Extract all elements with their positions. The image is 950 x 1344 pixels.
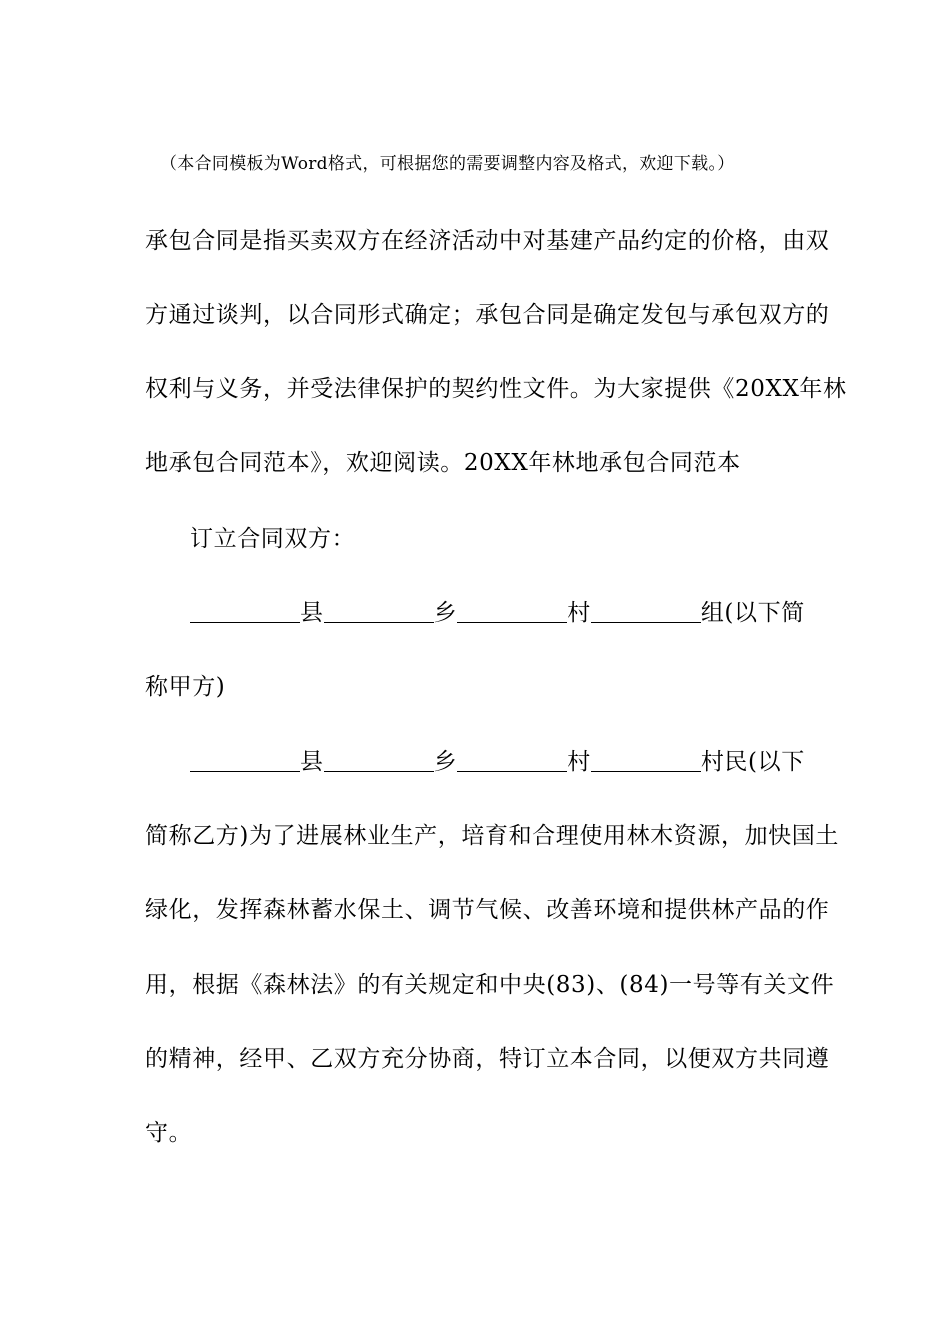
party-a-group-blank (591, 600, 701, 623)
party-b-county-blank (190, 749, 300, 772)
party-b-villager-blank (591, 749, 701, 772)
party-a-line (190, 598, 805, 628)
party-a-continuation: 称甲方) (145, 674, 226, 700)
party-b-villager-label: 村民(以下 (700, 749, 805, 775)
party-b-township-blank (324, 749, 434, 772)
intro-line-1: 承包合同是指买卖双方在经济活动中对基建产品约定的价格，由双 (145, 228, 830, 254)
template-note: （本合同模板为Word格式，可根据您的需要调整内容及格式，欢迎下载。） (160, 154, 735, 174)
body-line-2: 绿化，发挥森林蓄水保土、调节气候、改善环境和提供林产品的作 (145, 897, 830, 923)
party-a-village-blank (457, 600, 567, 623)
intro-line-2: 方通过谈判，以合同形式确定；承包合同是确定发包与承包双方的 (145, 302, 830, 328)
party-a-township-label: 乡 (433, 600, 458, 626)
party-a-village-label: 村 (567, 600, 591, 626)
intro-line-4: 地承包合同范本》，欢迎阅读。20XX年林地承包合同范本 (145, 450, 741, 476)
party-b-village-label: 村 (567, 749, 591, 775)
party-a-county-blank (190, 600, 300, 623)
party-a-county-label: 县 (300, 600, 324, 626)
parties-heading: 订立合同双方： (190, 526, 356, 552)
party-a-group-label: 组(以下简 (700, 600, 805, 626)
body-line-1: 简称乙方)为了进展林业生产，培育和合理使用林木资源，加快国土 (145, 823, 839, 849)
party-a-township-blank (324, 600, 434, 623)
body-line-4: 的精神，经甲、乙双方充分协商，特订立本合同，以便双方共同遵 (145, 1046, 830, 1072)
body-line-5: 守。 (145, 1120, 193, 1146)
intro-line-3: 权利与义务，并受法律保护的契约性文件。为大家提供《20XX年林 (145, 376, 847, 402)
party-b-village-blank (457, 749, 567, 772)
party-b-township-label: 乡 (433, 749, 458, 775)
party-b-county-label: 县 (300, 749, 324, 775)
party-b-line (190, 747, 805, 777)
body-line-3: 用，根据《森林法》的有关规定和中央(83)、(84)一号等有关文件 (145, 972, 835, 998)
